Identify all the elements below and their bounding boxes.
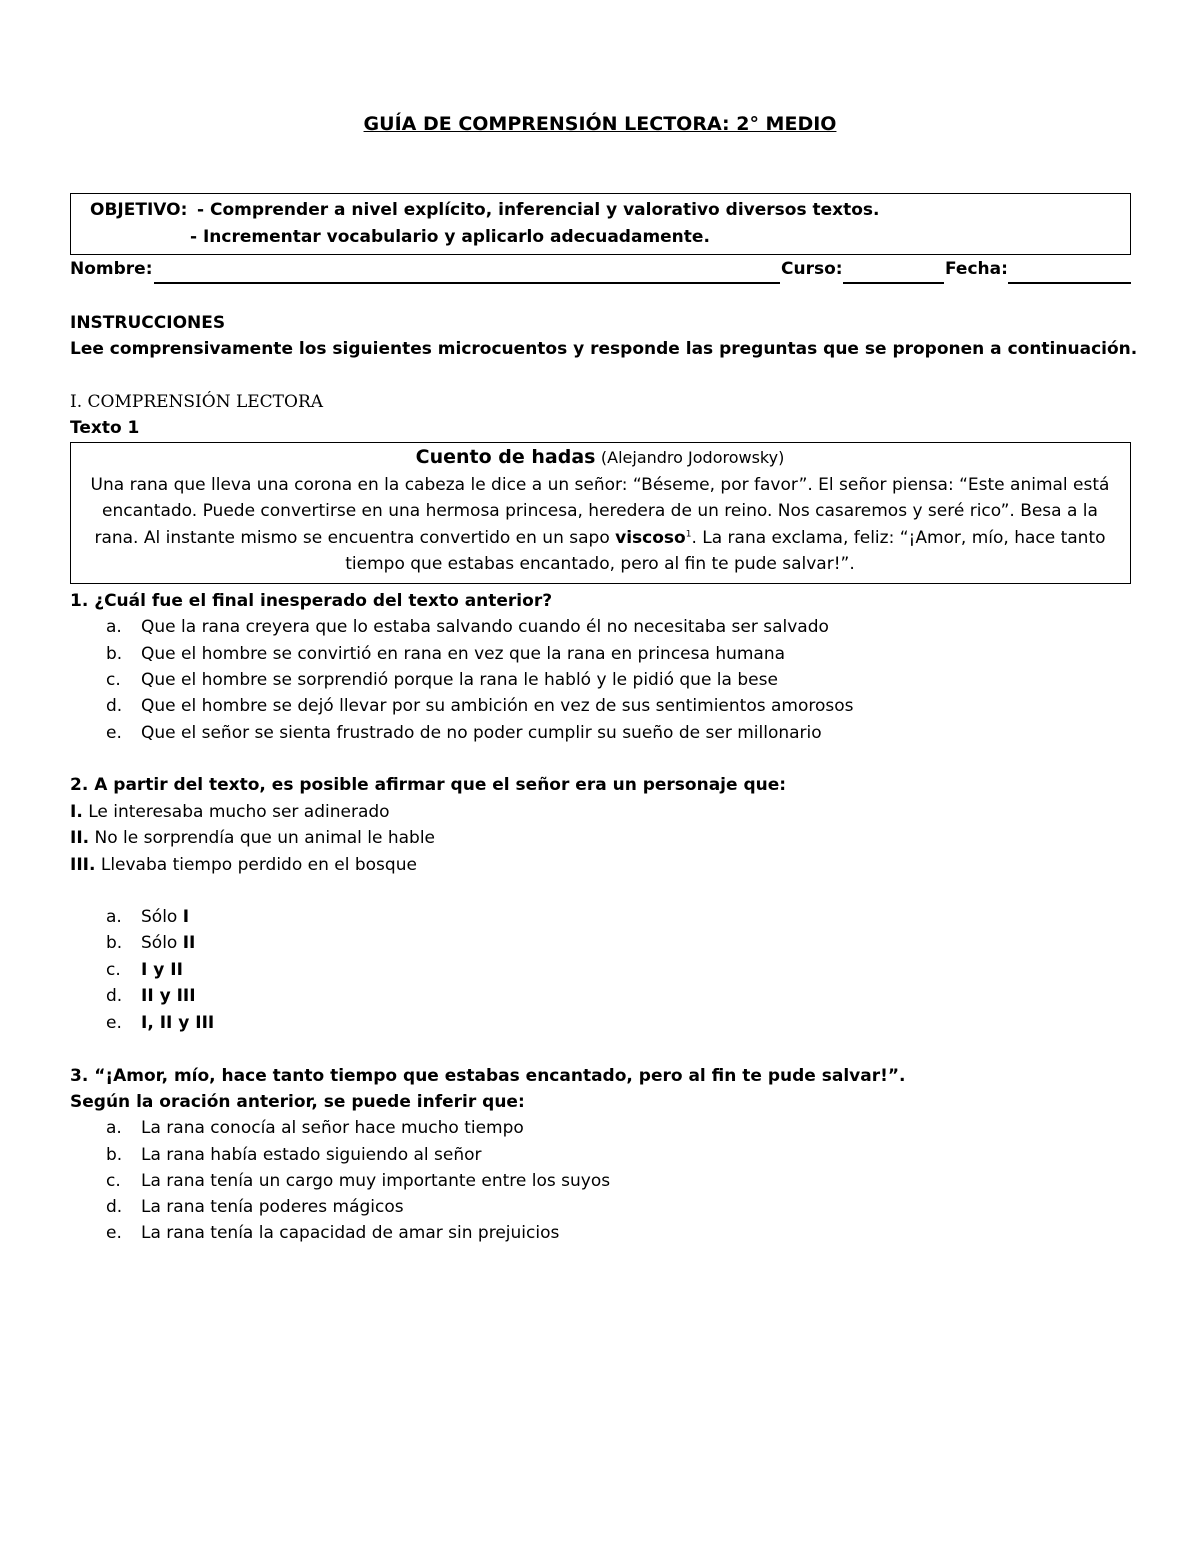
story-line-3	[72, 528, 1128, 548]
option-text: La rana tenía un cargo muy importante entre los suyos	[141, 1171, 611, 1191]
objective-line-2: - Incrementar vocabulario y aplicarlo adecuadamente.	[190, 227, 710, 247]
option-text: Que el hombre se sorprendió porque la rana le habló y le pidió que la bese	[141, 670, 778, 690]
course-field[interactable]	[843, 282, 944, 284]
course-label: Curso:	[781, 259, 843, 279]
q2-option-a[interactable]	[106, 907, 189, 927]
statement-number: III.	[70, 855, 96, 875]
story-title: Cuento de hadas	[415, 446, 596, 468]
question-3-quote: 3. “¡Amor, mío, hace tanto tiempo que estabas encantado, pero al fin te pude salvar!”.	[70, 1066, 906, 1086]
option-bold-text: I	[182, 907, 190, 927]
statement-text: No le sorprendía que un animal le hable	[94, 828, 435, 848]
question-2: 2. A partir del texto, es posible afirmar que el señor era un personaje que:	[70, 775, 787, 795]
text-label: Texto 1	[70, 418, 140, 438]
option-bold-text: I, II y III	[141, 1013, 215, 1033]
q2-statement-2	[70, 828, 435, 848]
q3-option-d[interactable]	[106, 1197, 404, 1217]
objective-label: OBJETIVO:	[90, 200, 188, 220]
q2-option-d[interactable]	[106, 986, 196, 1006]
option-letter: e.	[106, 1223, 122, 1243]
option-bold-text: I y II	[141, 960, 183, 980]
question-1: 1. ¿Cuál fue el final inesperado del texto anterior?	[70, 591, 553, 611]
q2-option-b[interactable]	[106, 933, 195, 953]
option-letter: c.	[106, 1171, 121, 1191]
option-bold-text: II y III	[141, 986, 196, 1006]
story-heading	[72, 446, 1128, 468]
option-text: Sólo	[141, 933, 183, 953]
instructions-heading: INSTRUCCIONES	[70, 313, 226, 333]
option-text: La rana había estado siguiendo al señor	[141, 1145, 482, 1165]
option-letter: a.	[106, 907, 122, 927]
instructions-text: Lee comprensivamente los siguientes microcuentos y responde las preguntas que se proponen a continuación.	[70, 339, 1138, 359]
story-line-3-start: rana. Al instante mismo se encuentra convertido en un sapo	[94, 528, 610, 548]
option-letter: a.	[106, 617, 122, 637]
option-letter: a.	[106, 1118, 122, 1138]
q1-option-c[interactable]	[106, 670, 778, 690]
option-text: La rana tenía la capacidad de amar sin prejuicios	[141, 1223, 560, 1243]
statement-text: Le interesaba mucho ser adinerado	[88, 802, 390, 822]
story-line-3-end: . La rana exclama, feliz: “¡Amor, mío, hace tanto	[691, 528, 1106, 548]
q1-option-e[interactable]	[106, 723, 822, 743]
story-line-2: encantado. Puede convertirse en una hermosa princesa, heredera de un reino. Nos casaremos y seré rico”. Besa a la	[102, 501, 1098, 521]
option-letter: c.	[106, 670, 121, 690]
q2-option-e[interactable]	[106, 1013, 214, 1033]
q3-option-a[interactable]	[106, 1118, 524, 1138]
question-3: Según la oración anterior, se puede inferir que:	[70, 1092, 525, 1112]
option-text: La rana tenía poderes mágicos	[141, 1197, 404, 1217]
name-field[interactable]	[154, 282, 780, 284]
name-label: Nombre:	[70, 259, 153, 279]
q3-option-e[interactable]	[106, 1223, 559, 1243]
statement-number: II.	[70, 828, 90, 848]
story-line-4: tiempo que estabas encantado, pero al fin te pude salvar!”.	[345, 554, 855, 574]
option-letter: d.	[106, 986, 123, 1006]
story-author: (Alejandro Jodorowsky)	[600, 448, 785, 467]
option-bold-text: II	[182, 933, 196, 953]
option-letter: c.	[106, 960, 121, 980]
page-title: GUÍA DE COMPRENSIÓN LECTORA: 2° MEDIO	[363, 113, 837, 135]
option-letter: e.	[106, 1013, 122, 1033]
option-text: Sólo	[141, 907, 183, 927]
statement-number: I.	[70, 802, 83, 822]
option-text: La rana conocía al señor hace mucho tiempo	[141, 1118, 524, 1138]
option-letter: b.	[106, 644, 123, 664]
q3-option-c[interactable]	[106, 1171, 610, 1191]
keyword-viscoso: viscoso	[615, 528, 686, 548]
q2-statement-3	[70, 855, 417, 875]
q2-statement-1	[70, 802, 390, 822]
date-field[interactable]	[1008, 282, 1131, 284]
option-text: Que el hombre se dejó llevar por su ambición en vez de sus sentimientos amorosos	[141, 696, 854, 716]
footnote-marker: 1	[685, 529, 692, 540]
section-heading: I. COMPRENSIÓN LECTORA	[70, 392, 324, 412]
q1-option-b[interactable]	[106, 644, 785, 664]
option-letter: b.	[106, 933, 123, 953]
q2-option-c[interactable]	[106, 960, 183, 980]
objective-line-1: - Comprender a nivel explícito, inferencial y valorativo diversos textos.	[197, 200, 880, 220]
option-text: Que el hombre se convirtió en rana en vez que la rana en princesa humana	[141, 644, 786, 664]
option-letter: e.	[106, 723, 122, 743]
q1-option-d[interactable]	[106, 696, 854, 716]
option-letter: d.	[106, 1197, 123, 1217]
option-letter: d.	[106, 696, 123, 716]
option-text: Que el señor se sienta frustrado de no poder cumplir su sueño de ser millonario	[141, 723, 822, 743]
statement-text: Llevaba tiempo perdido en el bosque	[100, 855, 417, 875]
q1-option-a[interactable]	[106, 617, 829, 637]
story-line-1: Una rana que lleva una corona en la cabeza le dice a un señor: “Béseme, por favor”. El señor piensa: “Este animal está	[90, 475, 1110, 495]
option-text: Que la rana creyera que lo estaba salvando cuando él no necesitaba ser salvado	[141, 617, 829, 637]
q3-option-b[interactable]	[106, 1145, 482, 1165]
date-label: Fecha:	[945, 259, 1008, 279]
option-letter: b.	[106, 1145, 123, 1165]
